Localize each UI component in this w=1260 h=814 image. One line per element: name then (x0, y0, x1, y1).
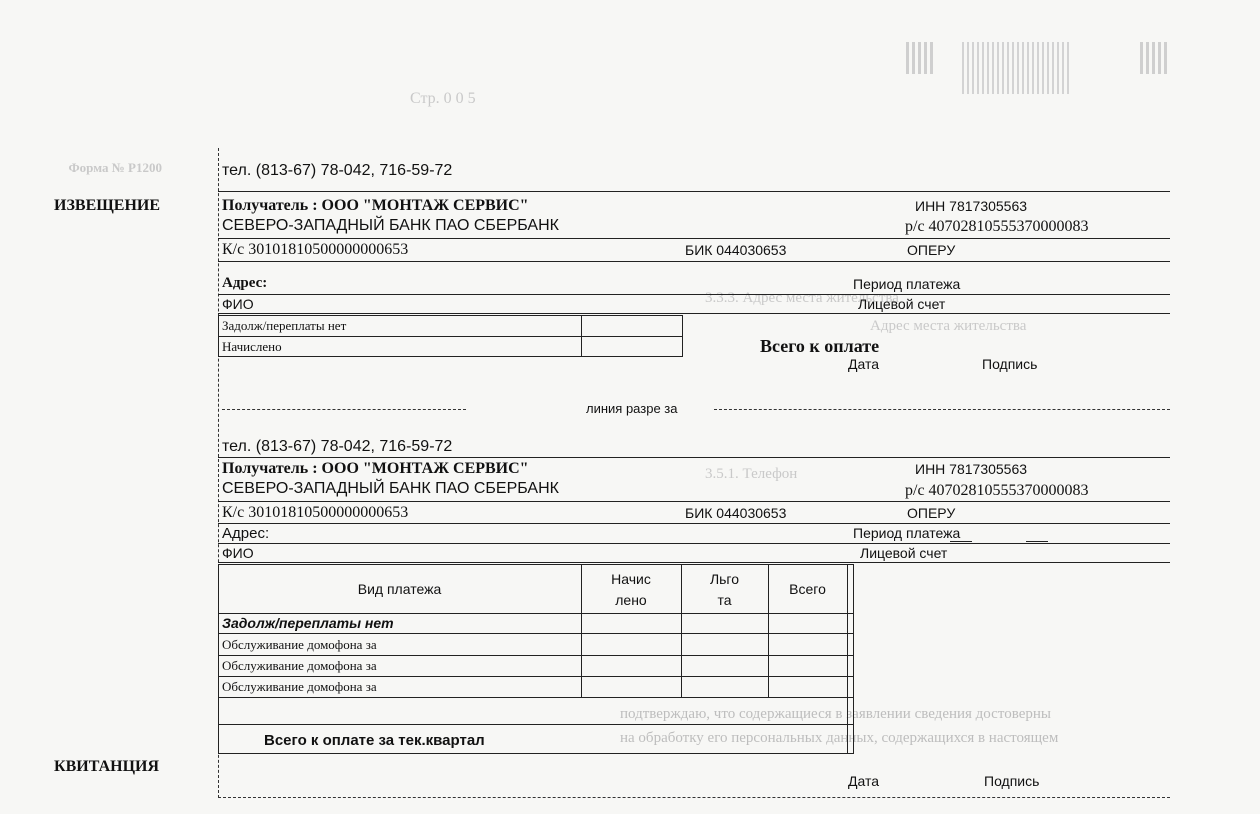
notice-divider-3 (218, 261, 1170, 262)
notice-charged-row: Начислено (222, 339, 282, 354)
receipt-table-row-divider-2 (218, 655, 854, 656)
notice-bik: БИК 044030653 (685, 242, 787, 258)
receipt-period-blank-1 (950, 541, 972, 542)
receipt-recipient: Получатель : ООО "МОНТАЖ СЕРВИС" (222, 460, 529, 477)
ghost-line-4: подтверждаю, что содержащиеся в заявлении сведения достоверны (620, 706, 1051, 722)
receipt-inn: ИНН 7817305563 (915, 461, 1028, 477)
ghost-line-1: 3.3.3. Адрес места жительства (705, 290, 899, 306)
cut-line-label: линия разре за (586, 401, 678, 416)
notice-divider-2 (218, 238, 1170, 239)
cut-line-right (714, 409, 1170, 410)
notice-period-label: Период платежа (853, 276, 961, 292)
notice-personal-account-label: Лицевой счет (858, 296, 946, 312)
receipt-personal-account-label: Лицевой счет (860, 545, 948, 561)
ghost-form-label: Форма № Р1200 (68, 160, 162, 175)
notice-signature-label: Подпись (982, 356, 1038, 372)
receipt-fio-label: ФИО (222, 545, 254, 561)
notice-divider-4 (218, 294, 1170, 295)
receipt-table-row-divider-1 (218, 633, 854, 634)
notice-inn: ИНН 7817305563 (915, 198, 1028, 214)
ghost-barcode-right (1140, 42, 1168, 74)
receipt-divider-2 (218, 501, 1170, 502)
receipt-service-row-3: Обслуживание домофона за (222, 679, 377, 694)
cut-line-left (222, 409, 466, 410)
receipt-table-row-divider-3 (218, 676, 854, 677)
receipt-col-charged-header-1: Начис (611, 571, 651, 587)
ghost-barcode-left (906, 42, 936, 74)
receipt-col-benefit-header-1: Льго (709, 571, 740, 587)
receipt-col-type-header: Вид платежа (357, 581, 442, 597)
receipt-col-benefit-header-2: та (717, 592, 732, 608)
notice-bank: СЕВЕРО-ЗАПАДНЫЙ БАНК ПАО СБЕРБАНК (222, 217, 559, 234)
receipt-account: р/с 40702810555370000083 (905, 482, 1089, 499)
receipt-col-total-header: Всего (789, 581, 826, 597)
notice-total-label: Всего к оплате (760, 336, 880, 356)
receipt-col-charged-header-2: лено (615, 592, 647, 608)
ghost-barcode-center (962, 42, 1072, 94)
receipt-table-row-divider-4 (218, 697, 854, 698)
notice-divider-5 (218, 313, 1170, 314)
receipt-period-blank-2 (1026, 541, 1048, 542)
receipt-service-row-1: Обслуживание домофона за (222, 637, 377, 652)
notice-recipient: Получатель : ООО "МОНТАЖ СЕРВИС" (222, 197, 529, 214)
receipt-operu: ОПЕРУ (907, 505, 956, 521)
notice-table-col-divider (581, 315, 582, 357)
notice-phone: тел. (813-67) 78-042, 716-59-72 (222, 162, 453, 179)
receipt-signature-label: Подпись (984, 773, 1040, 789)
notice-corr-account: К/с 30101810500000000653 (222, 241, 409, 258)
notice-date-label: Дата (848, 356, 880, 372)
receipt-date-label: Дата (848, 773, 880, 789)
notice-account: р/с 40702810555370000083 (905, 218, 1089, 235)
notice-table-row-divider (218, 336, 683, 337)
notice-section-label: ИЗВЕЩЕНИЕ (54, 197, 161, 214)
receipt-address-label: Адрес: (222, 525, 270, 542)
receipt-table-inner-right (847, 564, 848, 754)
notice-fio-label: ФИО (222, 296, 254, 312)
receipt-period-label: Период платежа (853, 525, 961, 541)
notice-address-label: Адрес: (222, 275, 268, 291)
receipt-divider-4 (218, 543, 1170, 544)
ghost-line-3: 3.5.1. Телефон (705, 466, 798, 482)
receipt-bank: СЕВЕРО-ЗАПАДНЫЙ БАНК ПАО СБЕРБАНК (222, 480, 559, 497)
receipt-bottom-line (218, 797, 1170, 798)
ghost-line-2: Адрес места жительства (870, 318, 1027, 334)
ghost-top-stamp: Стр. 0 0 5 (410, 90, 476, 107)
notice-divider-1 (218, 191, 1170, 192)
receipt-phone: тел. (813-67) 78-042, 716-59-72 (222, 438, 453, 455)
receipt-corr-account: К/с 30101810500000000653 (222, 504, 409, 521)
receipt-debt-row: Задолж/переплаты нет (222, 615, 394, 631)
receipt-section-label: КВИТАНЦИЯ (54, 758, 160, 775)
receipt-table-row-divider-5 (218, 724, 854, 725)
receipt-divider-5 (218, 562, 1170, 563)
notice-operu: ОПЕРУ (907, 242, 956, 258)
receipt-total-label: Всего к оплате за тек.квартал (264, 732, 485, 749)
receipt-divider-3 (218, 523, 1170, 524)
receipt-service-row-2: Обслуживание домофона за (222, 658, 377, 673)
receipt-divider-1 (218, 457, 1170, 458)
ghost-line-5: на обработку его персональных данных, содержащихся в настоящем (620, 730, 1059, 746)
notice-debt-row: Задолж/переплаты нет (222, 318, 347, 333)
receipt-table-header-divider (218, 613, 854, 614)
receipt-bik: БИК 044030653 (685, 505, 787, 521)
